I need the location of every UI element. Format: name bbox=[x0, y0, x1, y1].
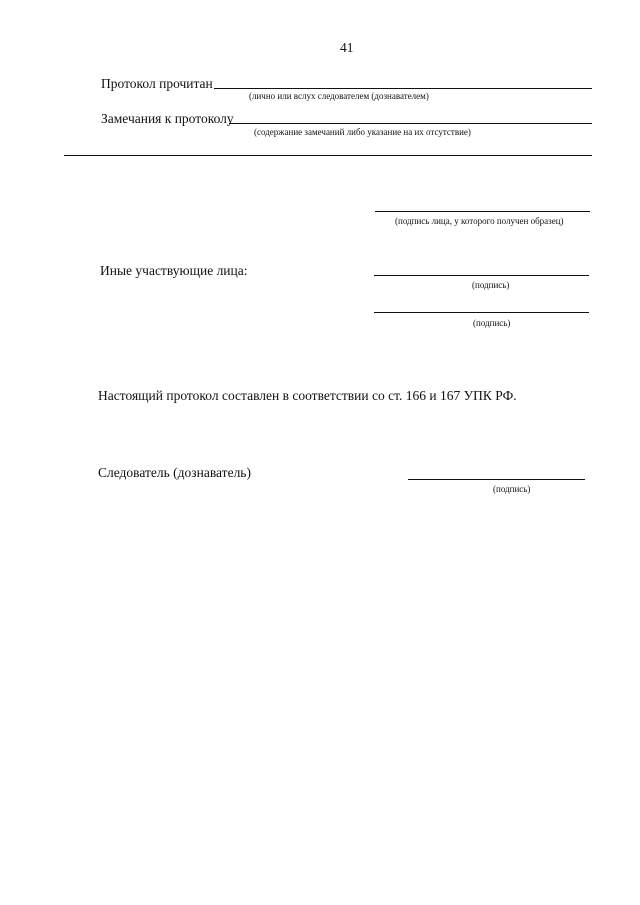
sample-signature-caption: (подпись лица, у которого получен образец) bbox=[395, 216, 564, 226]
participant-signature-line-1 bbox=[374, 275, 589, 276]
participant-signature-caption-2: (подпись) bbox=[473, 318, 511, 328]
investigator-signature-line bbox=[408, 479, 585, 480]
protocol-read-caption: (лично или вслух следователем (дознавателем) bbox=[249, 91, 429, 101]
statement-text: Настоящий протокол составлен в соответствии со ст. 166 и 167 УПК РФ. bbox=[98, 388, 517, 403]
remarks-caption: (содержание замечаний либо указание на их отсутствие) bbox=[254, 127, 471, 137]
sample-signature-line bbox=[375, 211, 590, 212]
participant-signature-line-2 bbox=[374, 312, 589, 313]
remarks-label: Замечания к протоколу bbox=[101, 111, 234, 126]
investigator-label: Следователь (дознаватель) bbox=[98, 465, 251, 480]
investigator-signature-caption: (подпись) bbox=[493, 484, 531, 494]
protocol-read-label: Протокол прочитан bbox=[101, 76, 213, 91]
other-participants-label: Иные участвующие лица: bbox=[100, 263, 248, 278]
protocol-read-line bbox=[214, 88, 592, 89]
participant-signature-caption-1: (подпись) bbox=[472, 280, 510, 290]
page-number: 41 bbox=[340, 40, 354, 55]
remarks-line bbox=[229, 123, 592, 124]
remarks-continuation-line bbox=[64, 155, 592, 156]
